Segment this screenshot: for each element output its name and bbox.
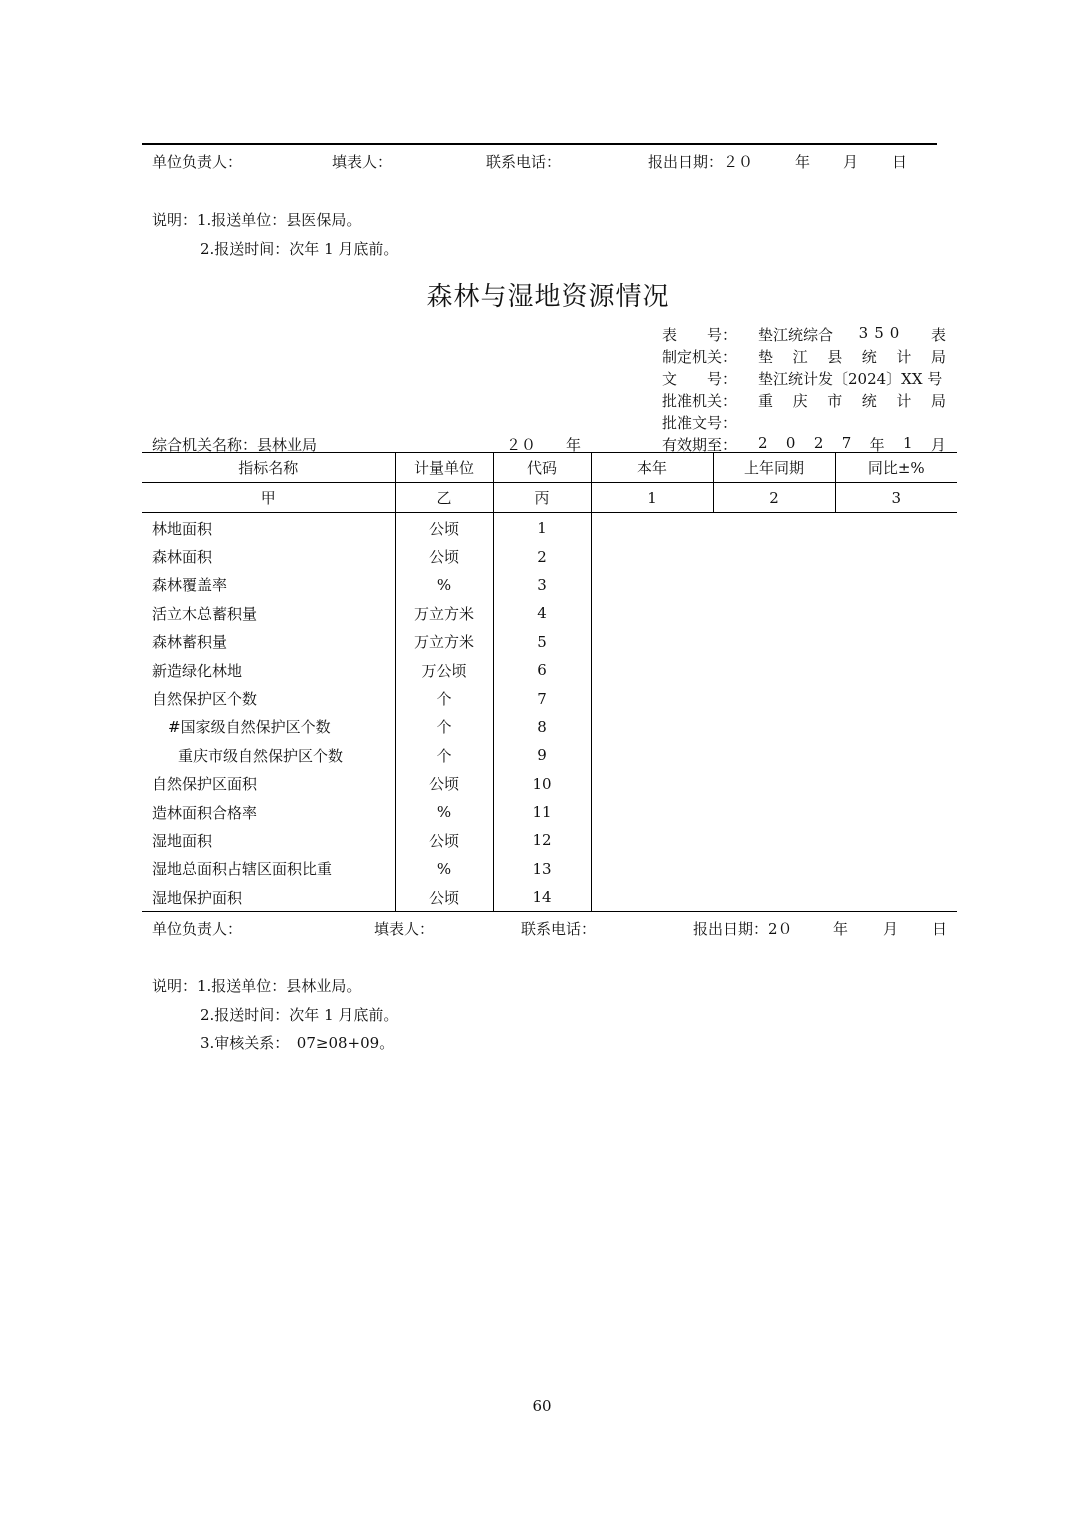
header-last-year: 上年同期 (713, 453, 835, 483)
meta-value-part: 表 (930, 326, 946, 344)
header-code: 代码 (493, 453, 591, 483)
meta-label-doc-no: 文 号： (662, 370, 738, 388)
cell-code: 5 (493, 628, 591, 656)
meta-label-valid-until: 有效期至： (662, 436, 738, 454)
subheader-cell: 2 (713, 483, 835, 513)
cell-last-year (713, 741, 835, 769)
cell-yoy (835, 684, 957, 712)
meta-value-part: 局 (930, 392, 946, 410)
cell-last-year (713, 571, 835, 599)
cell-unit: 公顷 (395, 513, 493, 543)
report-year-label: 年 (795, 153, 811, 171)
meta-value-authority (758, 346, 946, 367)
table-header-row (142, 453, 957, 483)
meta-value-part: 庆 (792, 392, 808, 410)
cell-indicator-name: 自然保护区面积 (142, 770, 395, 798)
cell-yoy (835, 770, 957, 798)
cell-indicator-name: 森林面积 (142, 542, 395, 570)
meta-label-approval-no: 批准文号： (662, 414, 738, 432)
report-date-label: 报出日期：2０ (693, 920, 793, 938)
cell-yoy (835, 713, 957, 741)
top-footer-rule (142, 143, 937, 145)
cell-yoy (835, 542, 957, 570)
meta-value-part: 市 (827, 392, 843, 410)
cell-unit: 公顷 (395, 826, 493, 854)
meta-value-approver (758, 390, 946, 411)
cell-code: 1 (493, 513, 591, 543)
cell-last-year (713, 542, 835, 570)
cell-last-year (713, 599, 835, 627)
header-unit: 计量单位 (395, 453, 493, 483)
cell-indicator-name: 重庆市级自然保护区个数 (142, 741, 395, 769)
cell-code: 2 (493, 542, 591, 570)
cell-this-year (591, 883, 713, 912)
table-row (142, 571, 957, 599)
cell-last-year (713, 684, 835, 712)
meta-value-part: 2 (813, 434, 824, 452)
bottom-note-line: 2.报送时间：次年 1 月底前。 (200, 1006, 399, 1024)
report-month-label: 月 (883, 920, 899, 938)
cell-code: 7 (493, 684, 591, 712)
cell-indicator-name: 森林蓄积量 (142, 628, 395, 656)
cell-this-year (591, 798, 713, 826)
table-row (142, 798, 957, 826)
cell-unit: 公顷 (395, 770, 493, 798)
table-row (142, 770, 957, 798)
cell-last-year (713, 656, 835, 684)
meta-value-part: 计 (896, 348, 912, 366)
cell-unit: 公顷 (395, 542, 493, 570)
subheader-cell: 3 (835, 483, 957, 513)
cell-indicator-name: 湿地总面积占辖区面积比重 (142, 855, 395, 883)
cell-this-year (591, 855, 713, 883)
cell-unit: 个 (395, 741, 493, 769)
cell-code: 9 (493, 741, 591, 769)
header-indicator: 指标名称 (142, 453, 395, 483)
cell-unit: 个 (395, 713, 493, 741)
top-note-line: 说明：1.报送单位：县医保局。 (152, 211, 362, 229)
table-row (142, 741, 957, 769)
cell-unit: 公顷 (395, 883, 493, 912)
meta-value-part: 垫江统综合 (758, 326, 834, 344)
page-title: 森林与湿地资源情况 (426, 282, 670, 312)
cell-this-year (591, 542, 713, 570)
cell-yoy (835, 855, 957, 883)
table-row (142, 684, 957, 712)
meta-value-part: 350 (858, 324, 906, 342)
cell-yoy (835, 628, 957, 656)
header-yoy: 同比±% (835, 453, 957, 483)
cell-indicator-name: 活立木总蓄积量 (142, 599, 395, 627)
meta-label-form-no: 表 号： (662, 326, 738, 344)
table-row (142, 628, 957, 656)
cell-indicator-name: 湿地保护面积 (142, 883, 395, 912)
cell-indicator-name: 造林面积合格率 (142, 798, 395, 826)
cell-yoy (835, 599, 957, 627)
bottom-note-line: 3.审核关系： 07≥08+09。 (200, 1034, 395, 1052)
cell-code: 8 (493, 713, 591, 741)
cell-this-year (591, 770, 713, 798)
cell-indicator-name: 自然保护区个数 (142, 684, 395, 712)
report-month-label: 月 (843, 153, 859, 171)
unit-head-label: 单位负责人： (152, 920, 243, 938)
meta-label-authority: 制定机关： (662, 348, 738, 366)
meta-label-approver: 批准机关： (662, 392, 738, 410)
cell-yoy (835, 656, 957, 684)
phone-label: 联系电话： (486, 153, 562, 171)
subheader-cell: 甲 (142, 483, 395, 513)
cell-yoy (835, 571, 957, 599)
filler-label: 填表人： (332, 153, 393, 171)
subheader-cell: 1 (591, 483, 713, 513)
cell-code: 4 (493, 599, 591, 627)
meta-value-part: 垫江统计发〔2024〕XX 号 (758, 370, 943, 388)
cell-unit: 万公顷 (395, 656, 493, 684)
cell-last-year (713, 855, 835, 883)
unit-head-label: 单位负责人： (152, 153, 243, 171)
meta-value-part: 2 (758, 434, 768, 452)
cell-indicator-name: 新造绿化林地 (142, 656, 395, 684)
cell-code: 12 (493, 826, 591, 854)
meta-value-part: 统 (861, 348, 877, 366)
table-row (142, 883, 957, 912)
meta-value-form-no (758, 324, 946, 345)
cell-unit: 万立方米 (395, 599, 493, 627)
cell-this-year (591, 628, 713, 656)
cell-unit: % (395, 855, 493, 883)
cell-yoy (835, 741, 957, 769)
meta-value-part: 计 (896, 392, 912, 410)
report-day-label: 日 (932, 920, 948, 938)
cell-this-year (591, 684, 713, 712)
meta-value-part: 局 (930, 348, 946, 366)
cell-unit: 万立方米 (395, 628, 493, 656)
meta-value-part: 江 (792, 348, 808, 366)
cell-this-year (591, 713, 713, 741)
cell-this-year (591, 656, 713, 684)
cell-this-year (591, 826, 713, 854)
meta-value-part: 重 (758, 392, 774, 410)
cell-code: 6 (493, 656, 591, 684)
meta-value-part: 垫 (758, 348, 774, 366)
meta-value-part: 县 (827, 348, 843, 366)
report-year-label: 年 (833, 920, 849, 938)
cell-code: 11 (493, 798, 591, 826)
cell-last-year (713, 770, 835, 798)
subheader-cell: 丙 (493, 483, 591, 513)
cell-this-year (591, 599, 713, 627)
cell-last-year (713, 798, 835, 826)
table-row (142, 855, 957, 883)
table-row (142, 826, 957, 854)
cell-code: 14 (493, 883, 591, 912)
report-year: ２０ 年 (506, 436, 582, 454)
meta-value-part: 7 (841, 434, 852, 452)
cell-code: 10 (493, 770, 591, 798)
table-row (142, 542, 957, 570)
meta-value-part: 年 (869, 436, 885, 454)
table-row (142, 656, 957, 684)
cell-yoy (835, 513, 957, 543)
table-row (142, 713, 957, 741)
meta-value-part: 0 (785, 434, 796, 452)
report-date-label: 报出日期：２０ (648, 153, 754, 171)
cell-last-year (713, 513, 835, 543)
data-table (142, 452, 957, 912)
subheader-cell: 乙 (395, 483, 493, 513)
table-row (142, 599, 957, 627)
phone-label: 联系电话： (521, 920, 597, 938)
cell-unit: % (395, 571, 493, 599)
cell-last-year (713, 713, 835, 741)
table-subheader-row (142, 483, 957, 513)
bottom-note-line: 说明：1.报送单位：县林业局。 (152, 977, 362, 995)
cell-last-year (713, 628, 835, 656)
cell-this-year (591, 571, 713, 599)
cell-last-year (713, 826, 835, 854)
cell-unit: % (395, 798, 493, 826)
report-day-label: 日 (892, 153, 908, 171)
cell-this-year (591, 513, 713, 543)
page-number: 60 (532, 1397, 552, 1415)
cell-last-year (713, 883, 835, 912)
header-this-year: 本年 (591, 453, 713, 483)
filler-label: 填表人： (374, 920, 435, 938)
meta-value-part: 统 (861, 392, 877, 410)
cell-indicator-name: 森林覆盖率 (142, 571, 395, 599)
cell-yoy (835, 826, 957, 854)
cell-indicator-name: #国家级自然保护区个数 (142, 713, 395, 741)
cell-yoy (835, 798, 957, 826)
org-name: 综合机关名称：县林业局 (152, 436, 318, 454)
cell-unit: 个 (395, 684, 493, 712)
cell-indicator-name: 林地面积 (142, 513, 395, 543)
cell-indicator-name: 湿地面积 (142, 826, 395, 854)
meta-value-part: 月 (930, 436, 946, 454)
meta-value-doc-no (758, 368, 946, 389)
cell-code: 13 (493, 855, 591, 883)
cell-yoy (835, 883, 957, 912)
table-row (142, 513, 957, 543)
meta-value-part: 1 (903, 434, 913, 452)
cell-code: 3 (493, 571, 591, 599)
cell-this-year (591, 741, 713, 769)
top-note-line: 2.报送时间：次年 1 月底前。 (200, 240, 399, 258)
